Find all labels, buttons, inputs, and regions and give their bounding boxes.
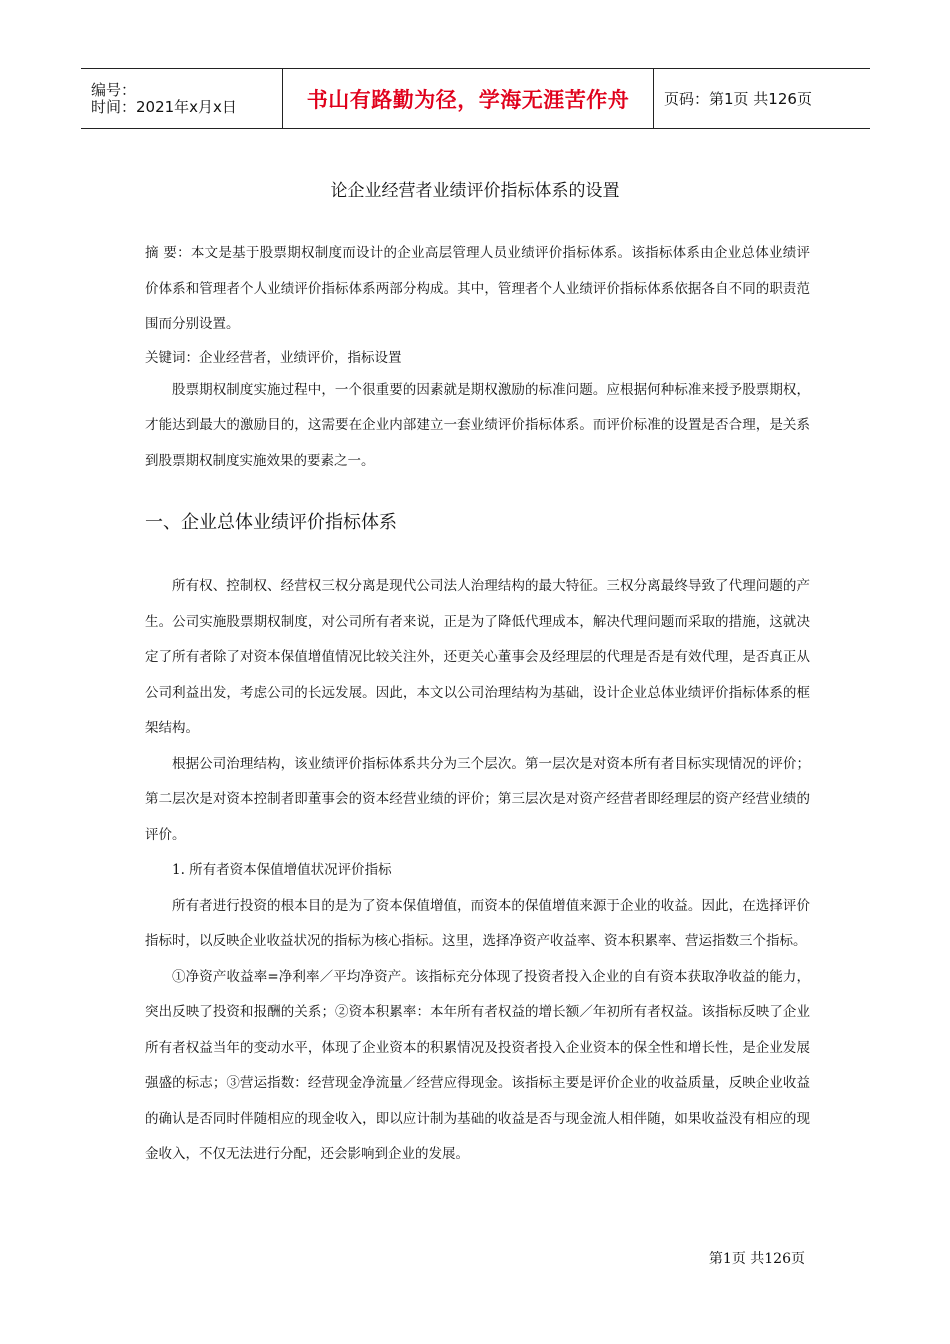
page-footer: 第1页 共126页: [708, 1251, 805, 1267]
section-paragraph-1: 所有权、控制权、经营权三权分离是现代公司法人治理结构的最大特征。三权分离最终导致了代理问题的产生。公司实施股票期权制度，对公司所有者来说，正是为了降低代理成本，解决代理问题而采取的措施，这就决定了所有者除了对资本保值增值情况比较关注外，还更关心董事会及经理层的代理是否是有效代理，是否真正从公司利益出发，考虑公司的长远发展。因此，本文以公司治理结构为基础，设计企业总体业绩评价指标体系的框架结构。: [145, 578, 810, 736]
header-table: [81, 68, 870, 129]
section-paragraph-3: 所有者进行投资的根本目的是为了资本保值增值，而资本的保值增值来源于企业的收益。因此，在选择评价指标时，以反映企业收益状况的指标为核心指标。这里，选择净资产收益率、资本积累率、营运指数三个指标。: [145, 897, 810, 949]
document-number-label: 编号：: [91, 80, 137, 99]
subsection-heading: 1. 所有者资本保值增值状况评价指标: [172, 862, 392, 878]
section-paragraph-4: ①净资产收益率=净利率／平均净资产。该指标充分体现了投资者投入企业的自有资本获取净收益的能力，突出反映了投资和报酬的关系；②资本积累率：本年所有者权益的增长额／年初所有者权益。该指标反映了企业所有者权益当年的变动水平，体现了企业资本的积累情况及投资者投入企业资本的保全性和增长性，是企业发展强盛的标志；③营运指数：经营现金净流量／经营应得现金。该指标主要是评价企业的收益质量，反映企业收益的确认是否同时伴随相应的现金收入，即以应计制为基础的收益是否与现金流人相伴随，如果收益没有相应的现金收入，不仅无法进行分配，还会影响到企业的发展。: [145, 968, 810, 1162]
header-motto-cell: [282, 69, 654, 128]
section-paragraph-2: 根据公司治理结构，该业绩评价指标体系共分为三个层次。第一层次是对资本所有者目标实现情况的评价；第二层次是对资本控制者即董事会的资本经营业绩的评价；第三层次是对资产经营者即经理层的资产经营业绩的评价。: [145, 755, 810, 843]
document-body: [145, 236, 810, 1173]
header-page-cell: [654, 69, 870, 128]
header-page-label: 页码：第1页 共126页: [664, 90, 812, 108]
abstract-paragraph: 摘 要：本文是基于股票期权制度而设计的企业高层管理人员业绩评价指标体系。该指标体系由企业总体业绩评价体系和管理者个人业绩评价指标体系两部分构成。其中，管理者个人业绩评价指标体系依据各自不同的职责范围而分别设置。: [145, 245, 810, 332]
header-meta: [81, 69, 282, 128]
intro-paragraph: 股票期权制度实施过程中，一个很重要的因素就是期权激励的标准问题。应根据何种标准来授予股票期权，才能达到最大的激励目的，这需要在企业内部建立一套业绩评价指标体系。而评价标准的设置是否合理，是关系到股票期权制度实施效果的要素之一。: [145, 381, 810, 469]
document-title: 论企业经营者业绩评价指标体系的设置: [330, 181, 620, 201]
document-time-label: 时间：2021年x月x日: [91, 97, 237, 116]
header-motto: 书山有路勤为径，学海无涯苦作舟: [306, 87, 630, 112]
section-heading: 一、企业总体业绩评价指标体系: [145, 512, 397, 533]
keywords-line: 关键词：企业经营者，业绩评价，指标设置: [145, 349, 402, 366]
